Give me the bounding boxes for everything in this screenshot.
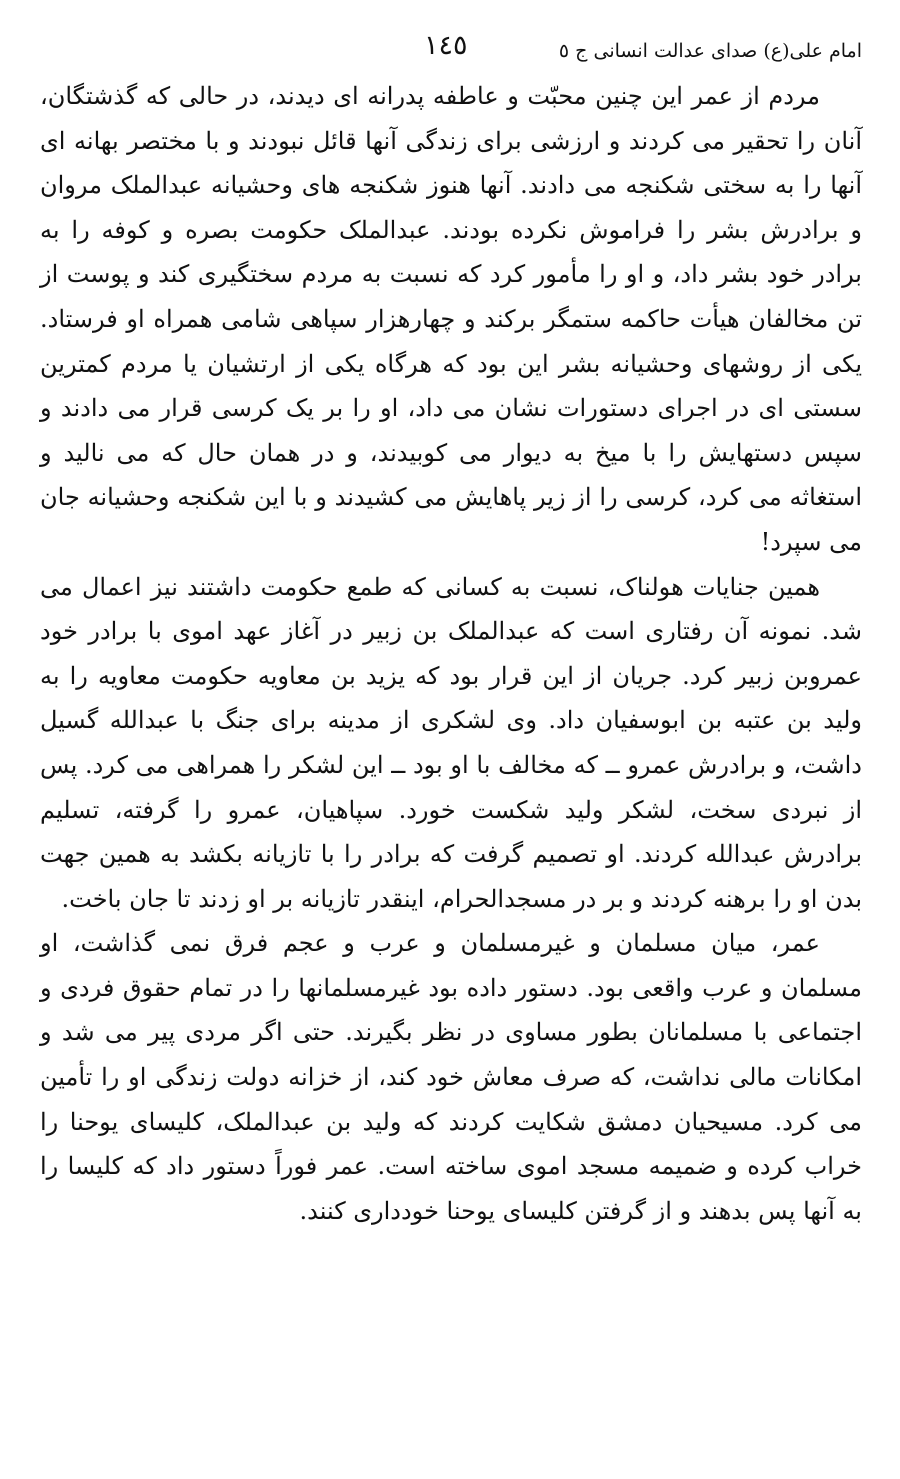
paragraph-1: مردم از عمر این چنین محبّت و عاطفه پدرانه ای دیدند، در حالی که گذشتگان، آنان را تحقیر می کردند و ارزشی برای زندگی آنها قائل نبودند و با مختصر بهانه ای آنها را به سختی شکنجه می دادند. آنها هنوز شکنجه های وحشیانه عبدالملک مروان و برادرش بشر را فراموش نکرده بودند. عبدالملک حکومت بصره و کوفه را به برادر خود بشر داد، و او را مأمور کرد که نسبت به مردم سختگیری کند و پوست از تن مخالفان هیأت حاکمه ستمگر برکند و چهارهزار سپاهی شامی همراه او فرستاد. یکی از روشهای وحشیانه بشر این بود که هرگاه یکی از ارتشیان یا مردم کمترین سستی ای در اجرای دستورات نشان می داد، او را بر یک کرسی قرار می دادند و سپس دستهایش را با میخ به دیوار می کوبیدند، و در همان حال که می نالید و استغاثه می کرد، کرسی را از زیر پاهایش می کشیدند و با این شکنجه وحشیانه جان می سپرد! xyxy=(40,82,862,556)
page-header xyxy=(40,22,862,74)
page-number: ١٤٥ xyxy=(424,30,468,61)
paragraph-3: عمر، میان مسلمان و غیرمسلمان و عرب و عجم فرق نمی گذاشت، او مسلمان و عرب واقعی بود. دستور داده بود غیرمسلمانها را در تمام حقوق فردی و اجتماعی با مسلمانان بطور مساوی در نظر بگیرند. حتی اگر مردی پیر می شد و امکانات مالی نداشت، که صرف معاش خود کند، از خزانه دولت زندگی او را تأمین می کرد. مسیحیان دمشق شکایت کردند که ولید بن عبدالملک، کلیسای یوحنا را خراب کرده و ضمیمه مسجد اموی ساخته است. عمر فوراً دستور داد که کلیسا را به آنها پس بدهند و از گرفتن کلیسای یوحنا خودداری کنند. xyxy=(40,929,862,1225)
paragraph-2: همین جنایات هولناک، نسبت به کسانی که طمع حکومت داشتند نیز اعمال می شد. نمونه آن رفتاری است که عبدالملک بن زبیر در آغاز عهد اموی با برادر خود عمروبن زبیر کرد. جریان از این قرار بود که یزید بن معاویه حکومت معاویه را به ولید بن عتبه بن ابوسفیان داد. وی لشکری از مدینه برای جنگ با عبدالله گسیل داشت، و برادرش عمرو ــ که مخالف با او بود ــ این لشکر را همراهی می کرد. پس از نبردی سخت، لشکر ولید شکست خورد. سپاهیان، عمرو را گرفته، تسلیم برادرش عبدالله کردند. او تصمیم گرفت که برادر را با تازیانه بکشد به همین جهت بدن او را برهنه کردند و بر در مسجدالحرام، اینقدر تازیانه بر او زدند تا جان باخت. xyxy=(40,572,863,913)
page-body xyxy=(40,74,862,1233)
running-title: امام علی(ع) صدای عدالت انسانی ج ٥ xyxy=(558,40,862,62)
book-page xyxy=(40,22,862,1233)
